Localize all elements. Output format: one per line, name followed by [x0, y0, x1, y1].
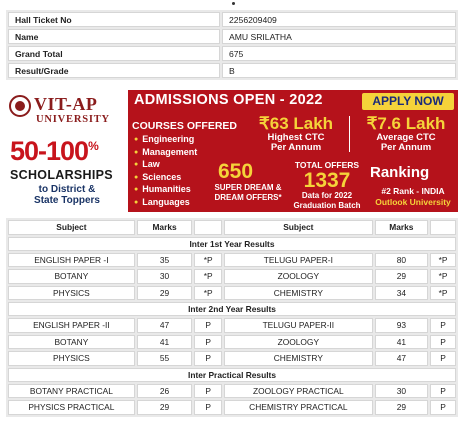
header-subject-2: Subject: [224, 220, 372, 235]
result-cell: P: [194, 351, 222, 366]
grand-total-value: 675: [222, 46, 456, 61]
course-item: ● Law: [134, 159, 197, 172]
total-offers: [293, 160, 361, 210]
marks-cell: 41: [375, 335, 429, 350]
header-marks-2: Marks: [375, 220, 429, 235]
result-cell: *P: [430, 269, 456, 284]
subject-cell: TELUGU PAPER-I: [224, 253, 372, 268]
subject-cell: TELUGU PAPER-II: [224, 318, 372, 333]
marks-cell: 93: [375, 318, 429, 333]
subject-cell: ZOOLOGY: [224, 335, 372, 350]
name-value: AMU SRILATHA: [222, 29, 456, 44]
dream-offers-line2: DREAM OFFERS*: [214, 193, 282, 202]
marks-cell: 29: [375, 269, 429, 284]
marks-cell: 30: [137, 269, 193, 284]
result-grade-row: [8, 63, 456, 78]
result-cell: P: [194, 335, 222, 350]
marks-cell: 30: [375, 384, 429, 399]
ranking-line2: Outlook University: [375, 197, 451, 207]
marks-cell: 29: [137, 400, 193, 415]
section-title-row: [8, 368, 456, 382]
ranking-heading: Ranking: [370, 164, 430, 181]
university-seal-icon: [9, 95, 31, 117]
header-marks: Marks: [137, 220, 193, 235]
logo-university-text: UNIVERSITY: [36, 114, 110, 125]
admissions-heading: ADMISSIONS OPEN - 2022: [134, 92, 323, 108]
result-cell: P: [430, 351, 456, 366]
highest-ctc: [246, 114, 346, 153]
marks-cell: 47: [375, 351, 429, 366]
result-cell: *P: [430, 253, 456, 268]
ctc-divider: [349, 116, 350, 152]
table-row: [8, 335, 456, 350]
result-cell: P: [194, 400, 222, 415]
subject-cell: ENGLISH PAPER -I: [8, 253, 135, 268]
apply-now-button[interactable]: APPLY NOW: [362, 93, 454, 110]
marks-cell: 29: [137, 286, 193, 301]
marks-header-row: [8, 220, 456, 235]
hall-ticket-label: Hall Ticket No: [8, 12, 220, 27]
result-cell: *P: [194, 253, 222, 268]
course-item: ● Humanities: [134, 184, 197, 197]
result-cell: P: [430, 400, 456, 415]
average-ctc-period: Per Annum: [380, 142, 432, 153]
ranking-line1: #2 Rank - INDIA: [381, 186, 445, 196]
total-offers-line2: Graduation Batch: [293, 200, 361, 210]
scholarship-target-line1: to District &: [38, 184, 96, 195]
subject-cell: PHYSICS: [8, 286, 135, 301]
subject-cell: PHYSICS PRACTICAL: [8, 400, 135, 415]
section-title: Inter 1st Year Results: [8, 237, 456, 251]
highest-ctc-label: Highest CTC: [267, 132, 325, 143]
course-item: ● Sciences: [134, 172, 197, 185]
result-cell: *P: [194, 269, 222, 284]
marks-cell: 41: [137, 335, 193, 350]
marks-cell: 26: [137, 384, 193, 399]
dream-offers-line1: SUPER DREAM &: [214, 183, 282, 192]
marks-cell: 47: [137, 318, 193, 333]
total-offers-number: 1337: [303, 169, 351, 192]
highest-ctc-amount: ₹63 Lakh: [258, 114, 334, 133]
vit-ap-ad-banner[interactable]: [6, 90, 458, 212]
total-offers-label: TOTAL OFFERS: [294, 160, 360, 170]
logo-vit-text: VIT-AP: [34, 94, 98, 114]
scholarship-range: 50-100: [10, 136, 89, 166]
result-cell: *P: [430, 286, 456, 301]
table-row: [8, 318, 456, 333]
result-cell: P: [194, 318, 222, 333]
candidate-info-table: [6, 10, 458, 80]
grand-total-label: Grand Total: [8, 46, 220, 61]
grand-total-row: [8, 46, 456, 61]
scholarship-target: [6, 184, 128, 206]
marks-cell: 34: [375, 286, 429, 301]
subject-cell: CHEMISTRY: [224, 286, 372, 301]
name-row: [8, 29, 456, 44]
courses-list: [134, 134, 197, 209]
table-row: [8, 351, 456, 366]
ranking-details: [368, 186, 458, 208]
course-item: ● Languages: [134, 197, 197, 210]
scholarship-amount: [10, 136, 98, 167]
scholarships-heading: SCHOLARSHIPS: [10, 168, 113, 182]
result-grade-label: Result/Grade: [8, 63, 220, 78]
section-title: Inter 2nd Year Results: [8, 302, 456, 316]
course-item: ● Management: [134, 147, 197, 160]
course-item: ● Engineering: [134, 134, 197, 147]
highest-ctc-period: Per Annum: [270, 142, 322, 153]
subject-cell: PHYSICS: [8, 351, 135, 366]
scholarship-percent: %: [88, 139, 98, 153]
subject-cell: BOTANY PRACTICAL: [8, 384, 135, 399]
result-grade-value: B: [222, 63, 456, 78]
marks-cell: 55: [137, 351, 193, 366]
average-ctc-label: Average CTC: [376, 132, 436, 143]
subject-cell: CHEMISTRY: [224, 351, 372, 366]
header-blank: [194, 220, 222, 235]
dream-offers-number: 650: [218, 160, 254, 183]
subject-cell: ZOOLOGY PRACTICAL: [224, 384, 372, 399]
subject-cell: ZOOLOGY: [224, 269, 372, 284]
top-dot: [232, 2, 235, 5]
table-row: [8, 253, 456, 268]
subject-cell: BOTANY: [8, 269, 135, 284]
table-row: [8, 400, 456, 415]
hall-ticket-value: 2256209409: [222, 12, 456, 27]
section-title-row: [8, 237, 456, 251]
courses-heading: COURSES OFFERED: [132, 120, 238, 132]
marks-cell: 35: [137, 253, 193, 268]
average-ctc-amount: ₹7.6 Lakh: [366, 114, 446, 133]
scholarship-target-line2: State Toppers: [34, 195, 100, 206]
table-row: [8, 384, 456, 399]
header-blank-2: [430, 220, 456, 235]
dream-offers-label: [204, 183, 292, 203]
result-cell: P: [194, 384, 222, 399]
average-ctc: [354, 114, 458, 153]
vit-ap-logo: [6, 92, 128, 132]
result-cell: *P: [194, 286, 222, 301]
name-label: Name: [8, 29, 220, 44]
subject-cell: BOTANY: [8, 335, 135, 350]
result-cell: P: [430, 384, 456, 399]
subject-cell: CHEMISTRY PRACTICAL: [224, 400, 372, 415]
total-offers-line1: Data for 2022: [301, 191, 353, 200]
header-subject: Subject: [8, 220, 135, 235]
subject-cell: ENGLISH PAPER -II: [8, 318, 135, 333]
marks-cell: 29: [375, 400, 429, 415]
table-row: [8, 269, 456, 284]
section-title: Inter Practical Results: [8, 368, 456, 382]
hall-ticket-row: [8, 12, 456, 27]
result-cell: P: [430, 318, 456, 333]
table-row: [8, 286, 456, 301]
section-title-row: [8, 302, 456, 316]
marks-table: [6, 218, 458, 417]
result-cell: P: [430, 335, 456, 350]
marks-cell: 80: [375, 253, 429, 268]
